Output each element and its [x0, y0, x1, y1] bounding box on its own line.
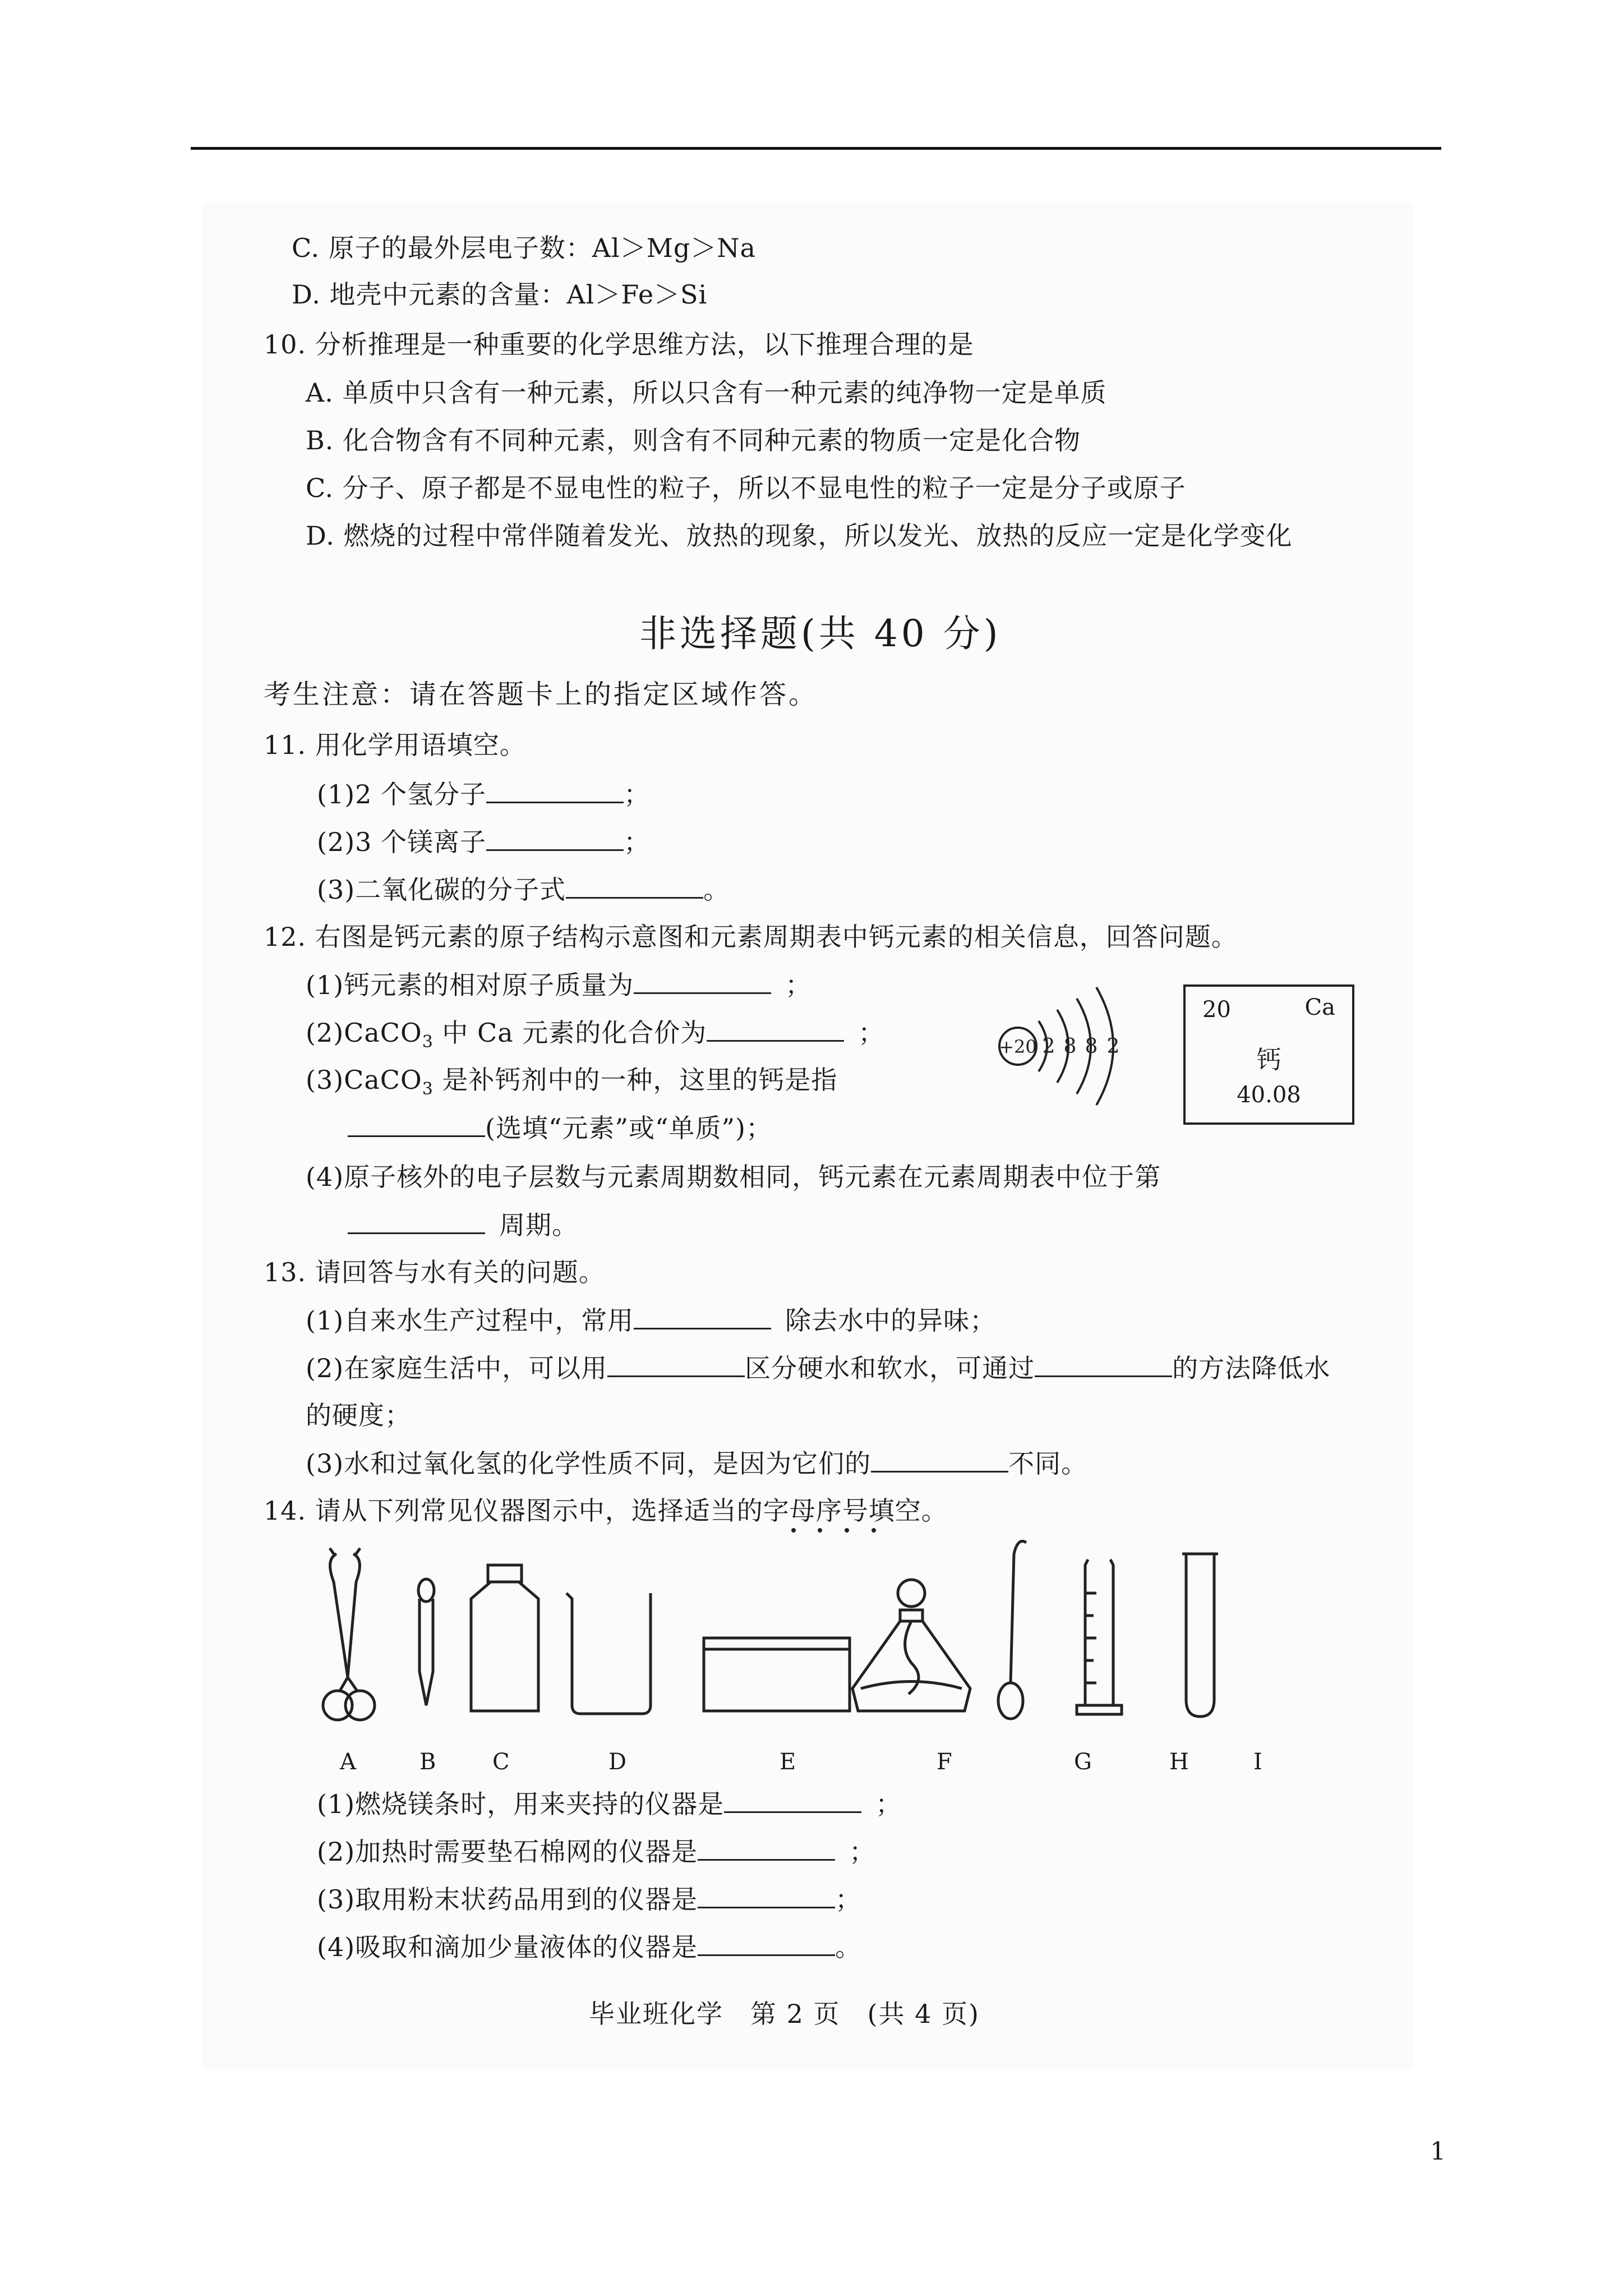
- apparatus-label-h: H: [1169, 1749, 1189, 1775]
- element-atomic-mass: 40.08: [1237, 1082, 1301, 1108]
- electron-count-shell-3: 8: [1085, 1035, 1098, 1058]
- dropper-icon: [418, 1579, 434, 1705]
- q13-part1: [306, 1303, 996, 1337]
- q11-answer-blank-1[interactable]: [486, 777, 624, 803]
- q12-part4-continued: [348, 1208, 578, 1242]
- q12-part4-end: 周期。: [499, 1210, 578, 1240]
- q11-part1-end: ；: [624, 779, 651, 809]
- q14-part3: [317, 1882, 861, 1916]
- medicine-spoon-icon: [998, 1542, 1026, 1719]
- q11-part2-end: ；: [624, 827, 651, 857]
- q13-part1-text: (1)自来水生产过程中，常用: [306, 1305, 634, 1336]
- element-name: 钙: [1256, 1046, 1281, 1074]
- q12-part3-sub: 3: [422, 1079, 434, 1099]
- element-atomic-number: 20: [1202, 997, 1231, 1023]
- q13-answer-blank-2[interactable]: [607, 1351, 745, 1377]
- q11-answer-blank-3[interactable]: [566, 872, 703, 899]
- q12-part4: (4)原子核外的电子层数与元素周期数相同，钙元素在元素周期表中位于第: [306, 1162, 1161, 1192]
- graduated-cylinder-icon: [1077, 1559, 1122, 1714]
- q13-part2-end: 的方法降低水: [1172, 1353, 1331, 1383]
- q14-answer-blank-1[interactable]: [724, 1787, 861, 1813]
- test-tube-icon: [1182, 1554, 1218, 1717]
- q13-answer-blank-1[interactable]: [634, 1303, 771, 1329]
- q12-answer-blank-3[interactable]: [348, 1111, 485, 1137]
- page-footer: 毕业班化学 第 2 页 (共 4 页): [589, 1999, 980, 2029]
- q14-part1-end: ；: [875, 1789, 902, 1819]
- q12-part3-cont: (选填“元素”或“单质”)；: [485, 1113, 772, 1143]
- q13-part2: [306, 1351, 1330, 1385]
- q13-part2-continued: 的硬度；: [306, 1400, 411, 1430]
- q12-stem: 12. 右图是钙元素的原子结构示意图和元素周期表中钙元素的相关信息，回答问题。: [264, 922, 1238, 952]
- q9-option-c: C. 原子的最外层电子数：Al＞Mg＞Na: [292, 233, 756, 263]
- electron-count-shell-4: 2: [1106, 1035, 1120, 1058]
- q14-answer-blank-2[interactable]: [698, 1834, 835, 1861]
- q11-answer-blank-2[interactable]: [486, 825, 624, 851]
- atom-nucleus-charge: +20: [999, 1036, 1037, 1057]
- q12-part1: [306, 968, 811, 1002]
- element-symbol: Ca: [1304, 995, 1335, 1020]
- q12-part3: [306, 1063, 837, 1106]
- q12-answer-blank-1[interactable]: [634, 968, 771, 994]
- q11-part3: [317, 872, 730, 907]
- q14-answer-blank-4[interactable]: [698, 1930, 835, 1956]
- candidate-notice: 考生注意：请在答题卡上的指定区域作答。: [264, 679, 818, 710]
- water-trough-icon: [704, 1638, 850, 1711]
- q11-part3-end: 。: [703, 875, 730, 905]
- q14-part4: [317, 1930, 861, 1964]
- section-title: 非选择题(共 40 分): [639, 612, 1002, 655]
- apparatus-label-i: I: [1253, 1749, 1262, 1775]
- page-number: 1: [1430, 2137, 1446, 2166]
- q10-option-a: A. 单质中只含有一种元素，所以只含有一种元素的纯净物一定是单质: [306, 378, 1107, 408]
- q12-answer-blank-2[interactable]: [707, 1015, 844, 1042]
- electron-count-shell-2: 8: [1063, 1035, 1077, 1058]
- q14-part2-end: ；: [849, 1837, 876, 1867]
- emphasis-dots: [785, 1525, 897, 1536]
- apparatus-label-g: G: [1074, 1749, 1092, 1775]
- q14-stem: 14. 请从下列常见仪器图示中，选择适当的字母序号填空。: [264, 1496, 948, 1526]
- q12-part3-text-b: 是补钙剂中的一种，这里的钙是指: [433, 1065, 838, 1095]
- q13-answer-blank-3[interactable]: [1035, 1351, 1172, 1377]
- q14-part4-text: (4)吸取和滴加少量液体的仪器是: [317, 1932, 698, 1962]
- crucible-tongs-icon: [323, 1548, 375, 1720]
- q13-part3-end: 不同。: [1008, 1448, 1088, 1479]
- q12-part3-text-a: (3)CaCO: [306, 1065, 422, 1095]
- q10-stem: 10. 分析推理是一种重要的化学思维方法，以下推理合理的是: [264, 329, 974, 360]
- q11-part1: [317, 777, 650, 811]
- q14-part1: [317, 1787, 902, 1821]
- q14-part3-end: ；: [835, 1884, 862, 1915]
- alcohol-lamp-icon: [852, 1580, 970, 1711]
- q14-part2: [317, 1834, 875, 1869]
- q11-part1-text: (1)2 个氢分子: [317, 779, 487, 809]
- apparatus-label-c: C: [492, 1749, 510, 1775]
- q11-part2: [317, 825, 650, 859]
- q13-part1-end: 除去水中的异味；: [785, 1305, 997, 1336]
- q13-stem: 13. 请回答与水有关的问题。: [264, 1257, 605, 1287]
- apparatus-label-e: E: [780, 1749, 796, 1775]
- q11-part3-text: (3)二氧化碳的分子式: [317, 875, 566, 905]
- q14-part4-end: 。: [835, 1932, 862, 1962]
- q12-part1-text: (1)钙元素的相对原子质量为: [306, 970, 634, 1000]
- q13-part2-text: (2)在家庭生活中，可以用: [306, 1353, 608, 1383]
- q13-part3: [306, 1446, 1087, 1480]
- q12-part2-text-a: (2)CaCO: [306, 1018, 422, 1048]
- q12-part1-end: ；: [785, 970, 812, 1000]
- periodic-table-card: [1183, 984, 1354, 1125]
- lab-apparatus-figure: [303, 1537, 1380, 1750]
- q12-part2-end: ；: [858, 1018, 885, 1048]
- q14-part3-text: (3)取用粉末状药品用到的仪器是: [317, 1884, 698, 1915]
- wide-mouth-bottle-icon: [471, 1565, 538, 1711]
- electron-count-shell-1: 2: [1042, 1035, 1055, 1058]
- apparatus-label-f: F: [937, 1749, 952, 1775]
- apparatus-label-a: A: [340, 1749, 356, 1775]
- q12-part2: [306, 1015, 884, 1059]
- q13-answer-blank-4[interactable]: [871, 1446, 1008, 1473]
- q11-stem: 11. 用化学用语填空。: [264, 730, 526, 760]
- calcium-atom-structure-diagram: [987, 976, 1155, 1122]
- q10-option-d: D. 燃烧的过程中常伴随着发光、放热的现象，所以发光、放热的反应一定是化学变化: [306, 521, 1293, 551]
- q13-part2-mid: 区分硬水和软水，可通过: [745, 1353, 1035, 1383]
- q14-answer-blank-3[interactable]: [698, 1882, 835, 1908]
- apparatus-label-b: B: [419, 1749, 436, 1775]
- q10-option-c: C. 分子、原子都是不显电性的粒子，所以不显电性的粒子一定是分子或原子: [306, 473, 1186, 503]
- q12-part2-text-b: 中 Ca 元素的化合价为: [433, 1018, 707, 1048]
- q13-part3-text: (3)水和过氧化氢的化学性质不同，是因为它们的: [306, 1448, 872, 1479]
- q12-part2-sub: 3: [422, 1032, 434, 1052]
- beaker-icon: [566, 1593, 651, 1714]
- q12-answer-blank-4[interactable]: [348, 1208, 485, 1234]
- header-rule: [191, 147, 1441, 150]
- q10-option-b: B. 化合物含有不同种元素，则含有不同种元素的物质一定是化合物: [306, 425, 1081, 455]
- q9-option-d: D. 地壳中元素的含量：Al＞Fe＞Si: [292, 279, 708, 310]
- q11-part2-text: (2)3 个镁离子: [317, 827, 487, 857]
- q14-part2-text: (2)加热时需要垫石棉网的仪器是: [317, 1837, 698, 1867]
- apparatus-label-d: D: [608, 1749, 627, 1775]
- q12-part3-continued: [348, 1111, 772, 1145]
- q14-part1-text: (1)燃烧镁条时，用来夹持的仪器是: [317, 1789, 725, 1819]
